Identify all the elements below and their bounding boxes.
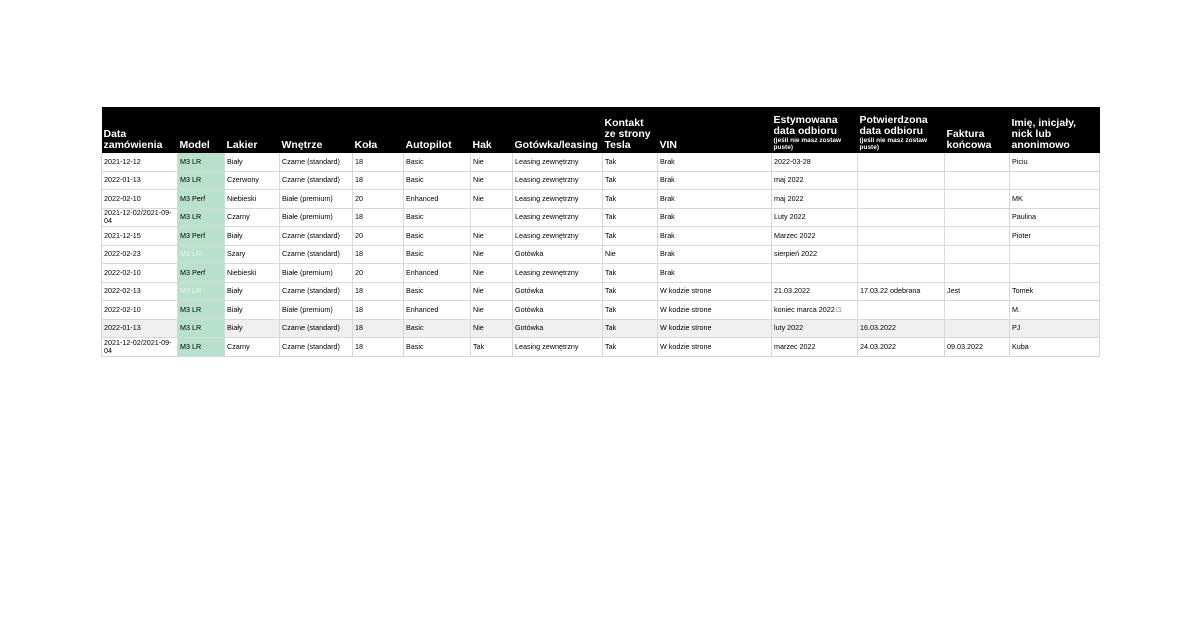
cell-lakier[interactable]: Czerwony (225, 171, 280, 190)
cell-model[interactable]: M3 LR (178, 153, 225, 171)
cell-model[interactable]: M3 LR (178, 338, 225, 357)
cell-imie[interactable]: Tomek (1010, 282, 1100, 301)
cell-lakier[interactable]: Niebieski (225, 264, 280, 283)
col-header-kola[interactable]: Koła (353, 107, 404, 153)
table-row (102, 245, 1100, 264)
cell-lakier[interactable]: Szary (225, 245, 280, 264)
cell-potw[interactable] (858, 171, 945, 190)
cell-estym[interactable] (772, 264, 858, 283)
cell-potw[interactable]: 24.03.2022 (858, 338, 945, 357)
cell-lakier[interactable]: Czarny (225, 208, 280, 227)
col-header-hak[interactable]: Hak (471, 107, 513, 153)
cell-estym[interactable]: koniec marca 2022 □ (772, 301, 858, 320)
cell-gotowka[interactable]: Gotówka (513, 282, 603, 301)
cell-autopilot[interactable]: Basic (404, 338, 471, 357)
cell-imie[interactable]: M. (1010, 301, 1100, 320)
cell-autopilot[interactable]: Enhanced (404, 301, 471, 320)
cell-data[interactable]: 2022-02-23 (102, 245, 178, 264)
cell-autopilot[interactable]: Basic (404, 208, 471, 227)
col-header-potw-title: Potwierdzona data odbioru (859, 114, 928, 137)
cell-kontakt[interactable]: Tak (603, 264, 658, 283)
col-header-potw[interactable] (858, 107, 945, 153)
cell-gotowka[interactable]: Gotówka (513, 245, 603, 264)
cell-kontakt[interactable]: Nie (603, 245, 658, 264)
cell-data[interactable]: 2022-01-13 (102, 319, 178, 338)
cell-imie[interactable]: Kuba (1010, 338, 1100, 357)
cell-vin[interactable]: W kodzie strone (658, 282, 772, 301)
cell-faktura[interactable] (945, 153, 1010, 171)
cell-imie[interactable]: Paulina (1010, 208, 1100, 227)
cell-hak[interactable]: Nie (471, 282, 513, 301)
table-row (102, 153, 1100, 171)
cell-hak[interactable]: Nie (471, 319, 513, 338)
cell-autopilot[interactable]: Basic (404, 245, 471, 264)
cell-kola[interactable]: 18 (353, 153, 404, 171)
cell-kola[interactable]: 18 (353, 319, 404, 338)
cell-data[interactable]: 2022-02-10 (102, 301, 178, 320)
cell-model[interactable]: M3 Perf (178, 190, 225, 209)
cell-data[interactable]: 2022-02-13 (102, 282, 178, 301)
cell-faktura[interactable] (945, 319, 1010, 338)
cell-vin[interactable]: Brak (658, 245, 772, 264)
cell-autopilot[interactable]: Enhanced (404, 190, 471, 209)
cell-kontakt[interactable]: Tak (603, 301, 658, 320)
table-row (102, 208, 1100, 227)
cell-wnetrze[interactable]: Czarne (standard) (280, 153, 353, 171)
col-header-estym-title: Estymowana data odbioru (773, 114, 838, 137)
cell-wnetrze[interactable]: Czarne (standard) (280, 338, 353, 357)
cell-vin[interactable]: Brak (658, 190, 772, 209)
header-row (102, 107, 1100, 153)
cell-wnetrze[interactable]: Białe (premium) (280, 264, 353, 283)
cell-gotowka[interactable]: Leasing zewnętrzny (513, 171, 603, 190)
table-row (102, 264, 1100, 283)
cell-lakier[interactable]: Biały (225, 282, 280, 301)
cell-lakier[interactable]: Biały (225, 227, 280, 246)
cell-kontakt[interactable]: Tak (603, 190, 658, 209)
cell-data[interactable]: 2022-02-10 (102, 264, 178, 283)
cell-estym[interactable]: marzec 2022 (772, 338, 858, 357)
cell-vin[interactable]: Brak (658, 153, 772, 171)
cell-hak[interactable]: Nie (471, 171, 513, 190)
cell-autopilot[interactable]: Enhanced (404, 264, 471, 283)
cell-kontakt[interactable]: Tak (603, 208, 658, 227)
cell-vin[interactable]: W kodzie strone (658, 301, 772, 320)
cell-gotowka[interactable]: Leasing zewnętrzny (513, 227, 603, 246)
col-header-lakier[interactable]: Lakier (225, 107, 280, 153)
cell-gotowka[interactable]: Gotówka (513, 301, 603, 320)
cell-model[interactable]: M3 LR (178, 301, 225, 320)
cell-potw[interactable] (858, 153, 945, 171)
cell-wnetrze[interactable]: Białe (premium) (280, 301, 353, 320)
cell-potw[interactable]: 16.03.2022 (858, 319, 945, 338)
cell-gotowka[interactable]: Leasing zewnętrzny (513, 264, 603, 283)
col-header-kontakt[interactable]: Kontakt ze strony Tesla (603, 107, 658, 153)
cell-estym[interactable]: 2022-03-28 (772, 153, 858, 171)
cell-vin[interactable]: Brak (658, 227, 772, 246)
cell-lakier[interactable]: Biały (225, 301, 280, 320)
cell-hak[interactable] (471, 208, 513, 227)
cell-faktura[interactable]: Jest (945, 282, 1010, 301)
cell-data[interactable]: 2021-12-02/2021-09-04 (102, 338, 178, 357)
cell-lakier[interactable]: Niebieski (225, 190, 280, 209)
cell-hak[interactable]: Tak (471, 338, 513, 357)
cell-model[interactable]: M3 Perf (178, 227, 225, 246)
col-header-imie[interactable]: Imię, inicjały, nick lub anonimowo (1010, 107, 1100, 153)
cell-autopilot[interactable]: Basic (404, 171, 471, 190)
cell-potw[interactable] (858, 301, 945, 320)
cell-gotowka[interactable]: Leasing zewnętrzny (513, 153, 603, 171)
cell-kontakt[interactable]: Tak (603, 171, 658, 190)
table-row (102, 301, 1100, 320)
cell-kola[interactable]: 18 (353, 208, 404, 227)
col-header-vin[interactable]: VIN (658, 107, 772, 153)
cell-wnetrze[interactable]: Białe (premium) (280, 190, 353, 209)
table-row (102, 171, 1100, 190)
cell-autopilot[interactable]: Basic (404, 227, 471, 246)
cell-imie[interactable] (1010, 245, 1100, 264)
cell-hak[interactable]: Nie (471, 301, 513, 320)
cell-model[interactable]: M3 Perf (178, 264, 225, 283)
col-header-faktura[interactable]: Faktura końcowa (945, 107, 1010, 153)
cell-kola[interactable]: 20 (353, 264, 404, 283)
cell-model[interactable]: M3 LR (178, 245, 225, 264)
cell-autopilot[interactable]: Basic (404, 282, 471, 301)
cell-kontakt[interactable]: Tak (603, 227, 658, 246)
cell-wnetrze[interactable]: Czarne (standard) (280, 245, 353, 264)
cell-imie[interactable]: MK (1010, 190, 1100, 209)
cell-faktura[interactable] (945, 190, 1010, 209)
cell-estym[interactable]: maj 2022 (772, 190, 858, 209)
cell-faktura[interactable] (945, 171, 1010, 190)
cell-imie[interactable]: Pioter (1010, 227, 1100, 246)
cell-vin[interactable]: W kodzie strone (658, 319, 772, 338)
cell-faktura[interactable] (945, 264, 1010, 283)
cell-imie[interactable]: Piciu (1010, 153, 1100, 171)
cell-faktura[interactable] (945, 245, 1010, 264)
cell-vin[interactable]: W kodzie strone (658, 338, 772, 357)
cell-potw[interactable] (858, 245, 945, 264)
table-row (102, 338, 1100, 357)
cell-hak[interactable]: Nie (471, 190, 513, 209)
table-row (102, 227, 1100, 246)
cell-potw[interactable] (858, 190, 945, 209)
cell-gotowka[interactable]: Leasing zewnętrzny (513, 190, 603, 209)
cell-estym[interactable]: sierpień 2022 (772, 245, 858, 264)
cell-gotowka[interactable]: Leasing zewnętrzny (513, 208, 603, 227)
cell-model[interactable]: M3 LR (178, 319, 225, 338)
col-header-wnetrze[interactable]: Wnętrze (280, 107, 353, 153)
col-header-estym-note: (jeśli nie masz zostaw puste) (773, 137, 842, 151)
col-header-estym[interactable] (772, 107, 858, 153)
cell-data[interactable]: 2022-01-13 (102, 171, 178, 190)
cell-imie[interactable] (1010, 171, 1100, 190)
cell-faktura[interactable] (945, 227, 1010, 246)
cell-data[interactable]: 2021-12-02/2021-09-04 (102, 208, 178, 227)
table-row (102, 190, 1100, 209)
cell-estym[interactable]: luty 2022 (772, 319, 858, 338)
cell-model[interactable]: M3 LR (178, 171, 225, 190)
cell-estym[interactable]: maj 2022 (772, 171, 858, 190)
cell-estym[interactable]: 21.03.2022 (772, 282, 858, 301)
cell-kola[interactable]: 18 (353, 245, 404, 264)
cell-faktura[interactable] (945, 208, 1010, 227)
cell-gotowka[interactable]: Gotówka (513, 319, 603, 338)
cell-imie[interactable]: PJ (1010, 319, 1100, 338)
cell-kontakt[interactable]: Tak (603, 319, 658, 338)
cell-kola[interactable]: 20 (353, 227, 404, 246)
cell-kontakt[interactable]: Tak (603, 282, 658, 301)
cell-lakier[interactable]: Czarny (225, 338, 280, 357)
cell-wnetrze[interactable]: Czarne (standard) (280, 319, 353, 338)
cell-hak[interactable]: Nie (471, 264, 513, 283)
cell-wnetrze[interactable]: Czarne (standard) (280, 282, 353, 301)
cell-faktura[interactable] (945, 301, 1010, 320)
cell-hak[interactable]: Nie (471, 153, 513, 171)
cell-estym[interactable]: Luty 2022 (772, 208, 858, 227)
cell-data[interactable]: 2021-12-15 (102, 227, 178, 246)
cell-kola[interactable]: 18 (353, 282, 404, 301)
cell-potw[interactable] (858, 227, 945, 246)
cell-data[interactable]: 2022-02-10 (102, 190, 178, 209)
cell-model[interactable]: M3 LR (178, 208, 225, 227)
cell-imie[interactable] (1010, 264, 1100, 283)
cell-autopilot[interactable]: Basic (404, 153, 471, 171)
cell-kola[interactable]: 18 (353, 338, 404, 357)
cell-vin[interactable]: Brak (658, 208, 772, 227)
cell-data[interactable]: 2021-12-12 (102, 153, 178, 171)
cell-kola[interactable]: 20 (353, 190, 404, 209)
cell-gotowka[interactable]: Leasing zewnętrzny (513, 338, 603, 357)
cell-kontakt[interactable]: Tak (603, 153, 658, 171)
cell-wnetrze[interactable]: Czarne (standard) (280, 171, 353, 190)
cell-wnetrze[interactable]: Czarne (standard) (280, 227, 353, 246)
cell-lakier[interactable]: Biały (225, 153, 280, 171)
col-header-potw-note: (jeśli nie masz zostaw puste) (859, 137, 928, 151)
cell-faktura[interactable]: 09.03.2022 (945, 338, 1010, 357)
table-row (102, 282, 1100, 301)
cell-estym[interactable]: Marzec 2022 (772, 227, 858, 246)
col-header-data[interactable]: Data zamówienia (102, 107, 178, 153)
cell-autopilot[interactable]: Basic (404, 319, 471, 338)
col-header-autopilot[interactable]: Autopilot (404, 107, 471, 153)
cell-vin[interactable]: Brak (658, 171, 772, 190)
orders-table (101, 107, 1100, 357)
cell-kontakt[interactable]: Tak (603, 338, 658, 357)
cell-lakier[interactable]: Biały (225, 319, 280, 338)
table-row (102, 319, 1100, 338)
cell-potw[interactable] (858, 264, 945, 283)
cell-kola[interactable]: 18 (353, 171, 404, 190)
cell-hak[interactable]: Nie (471, 227, 513, 246)
col-header-gotowka[interactable]: Gotówka/leasing (513, 107, 603, 153)
cell-potw[interactable] (858, 208, 945, 227)
cell-model[interactable]: M3 LR (178, 282, 225, 301)
cell-wnetrze[interactable]: Białe (premium) (280, 208, 353, 227)
cell-hak[interactable]: Nie (471, 245, 513, 264)
cell-vin[interactable]: Brak (658, 264, 772, 283)
col-header-model[interactable]: Model (178, 107, 225, 153)
cell-potw[interactable]: 17.03.22 odebrana (858, 282, 945, 301)
cell-kola[interactable]: 18 (353, 301, 404, 320)
